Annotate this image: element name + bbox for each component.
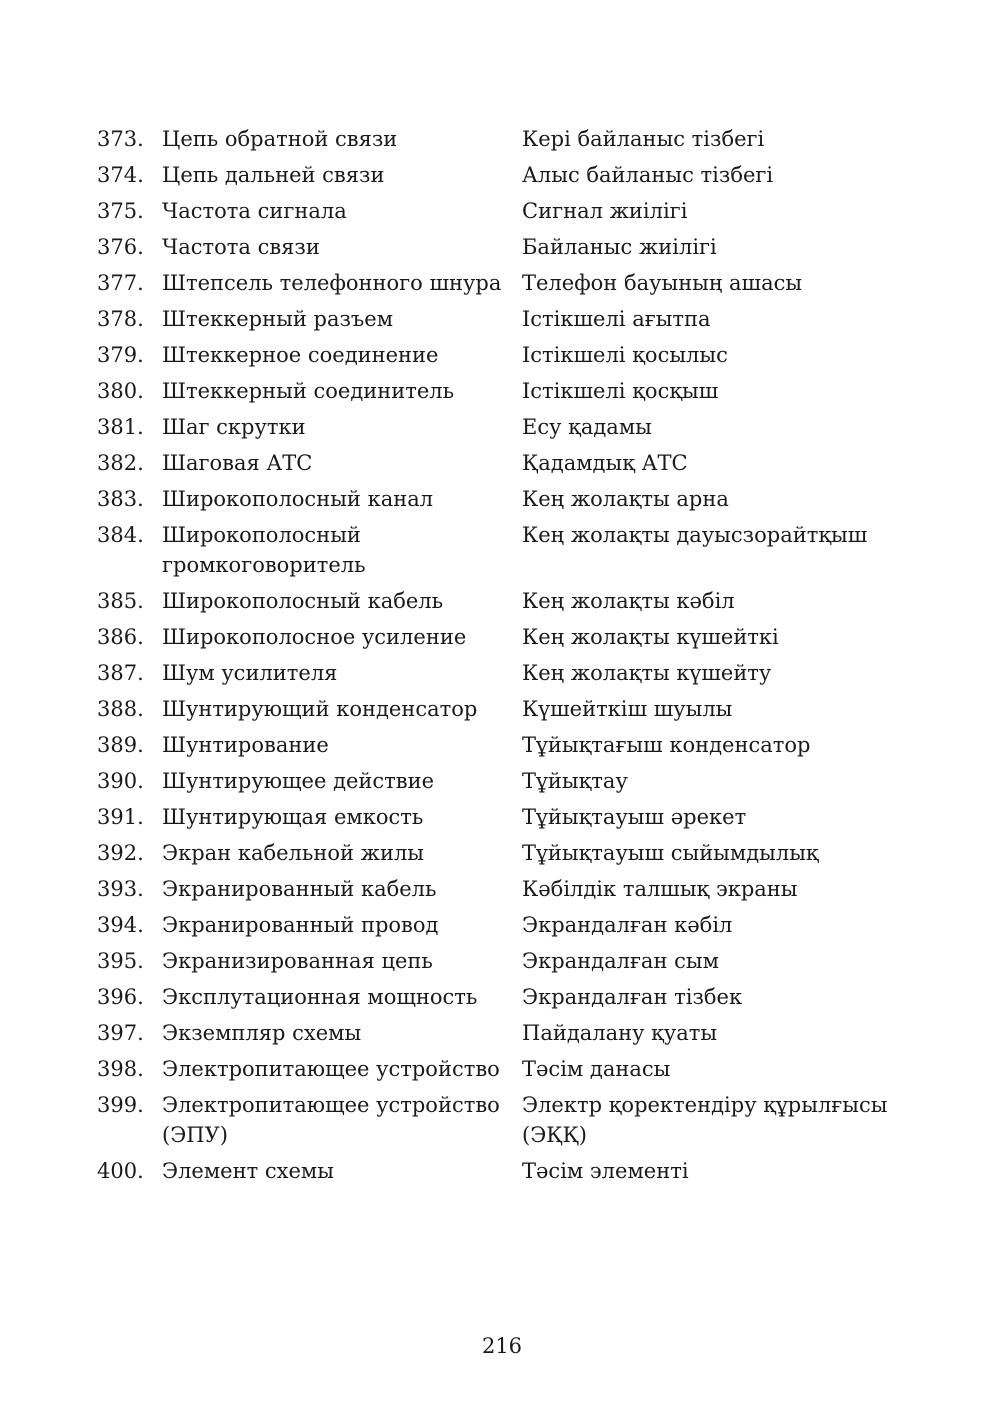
- entry-number: 378.: [97, 307, 144, 331]
- entry-russian-term: Элемент схемы: [162, 1159, 334, 1183]
- entry-kazakh-term: Экрандалған сым: [522, 949, 719, 973]
- entry-russian-term: Шаг скрутки: [162, 415, 306, 439]
- entry-kazakh-term: Кең жолақты күшейту: [522, 661, 772, 685]
- entry-number: 391.: [97, 805, 144, 829]
- entry-number: 379.: [97, 343, 144, 367]
- entry-number: 399.: [97, 1093, 144, 1117]
- entry-number: 396.: [97, 985, 144, 1009]
- glossary-entry: [97, 658, 917, 694]
- glossary-entry: [97, 622, 917, 658]
- entry-russian-term: Штепсель телефонного шнура: [162, 271, 502, 295]
- entry-kazakh-term: Экрандалған кәбіл: [522, 913, 733, 937]
- glossary-entry: [97, 694, 917, 730]
- glossary-entry: [97, 1018, 917, 1054]
- glossary-entry: [97, 982, 917, 1018]
- entry-kazakh-term: Сигнал жиілігі: [522, 199, 688, 223]
- entry-russian-term: Эксплутационная мощность: [162, 985, 478, 1009]
- glossary-entry: [97, 874, 917, 910]
- entry-number: 392.: [97, 841, 144, 865]
- entry-kazakh-term: Қадамдық АТС: [522, 451, 688, 475]
- glossary-entry: [97, 412, 917, 448]
- entry-kazakh-term: Телефон бауының ашасы: [522, 271, 803, 295]
- glossary-entry: [97, 340, 917, 376]
- entry-number: 398.: [97, 1057, 144, 1081]
- glossary-entry: [97, 766, 917, 802]
- entry-kazakh-term: Есу қадамы: [522, 415, 652, 439]
- entry-kazakh-term: Тұйықтағыш конденсатор: [522, 733, 811, 757]
- entry-number: 386.: [97, 625, 144, 649]
- entry-kazakh-term: Тұйықтауыш сыйымдылық: [522, 841, 819, 865]
- entry-russian-term: Широкополосный кабель: [162, 589, 444, 613]
- entry-russian-term: Шунтирование: [162, 733, 329, 757]
- entry-kazakh-term: Кәбілдік талшық экраны: [522, 877, 798, 901]
- page-number: 216: [481, 1334, 523, 1358]
- entry-kazakh-term: Істікшелі ағытпа: [522, 307, 711, 331]
- glossary-entry: [97, 730, 917, 766]
- entry-number: 395.: [97, 949, 144, 973]
- glossary-entry: [97, 946, 917, 982]
- glossary-entry: [97, 910, 917, 946]
- entry-number: 380.: [97, 379, 144, 403]
- entry-russian-term: Широкополосный канал: [162, 487, 434, 511]
- entry-number: 377.: [97, 271, 144, 295]
- entry-kazakh-term: Кері байланыс тізбегі: [522, 127, 765, 151]
- entry-russian-term: Шунтирующее действие: [162, 769, 435, 793]
- entry-number: 400.: [97, 1159, 144, 1183]
- glossary-entry: [97, 1156, 917, 1192]
- entry-russian-term: Экранизированная цепь: [162, 949, 433, 973]
- entry-number: 375.: [97, 199, 144, 223]
- entry-kazakh-term: Тұйықтау: [522, 769, 628, 793]
- entry-kazakh-term: Күшейткіш шуылы: [522, 697, 733, 721]
- entry-russian-term: Электропитающее устройство: [162, 1057, 500, 1081]
- entry-russian-term: Шум усилителя: [162, 661, 338, 685]
- entry-russian-term: Экранированный кабель: [162, 877, 437, 901]
- glossary-entry: [97, 232, 917, 268]
- entry-kazakh-term: Істікшелі қосқыш: [522, 379, 719, 403]
- entry-russian-term: Шунтирующая емкость: [162, 805, 424, 829]
- entry-russian-term: Экран кабельной жилы: [162, 841, 424, 865]
- entry-kazakh-term: Тәсім данасы: [522, 1057, 671, 1081]
- glossary-entry: [97, 586, 917, 622]
- entry-number: 389.: [97, 733, 144, 757]
- entry-kazakh-term: Экрандалған тізбек: [522, 985, 743, 1009]
- glossary-list: [97, 124, 917, 1192]
- entry-kazakh-term: Байланыс жиілігі: [522, 235, 717, 259]
- entry-number: 387.: [97, 661, 144, 685]
- entry-russian-term: Штеккерный соединитель: [162, 379, 455, 403]
- entry-russian-term: Цепь обратной связи: [162, 127, 398, 151]
- entry-kazakh-term: Тұйықтауыш әрекет: [522, 805, 747, 829]
- glossary-entry: [97, 1054, 917, 1090]
- entry-number: 381.: [97, 415, 144, 439]
- entry-russian-term: Частота связи: [162, 235, 320, 259]
- entry-number: 383.: [97, 487, 144, 511]
- entry-number: 373.: [97, 127, 144, 151]
- entry-kazakh-term: Кең жолақты күшейткі: [522, 625, 779, 649]
- entry-number: 376.: [97, 235, 144, 259]
- glossary-entry: [97, 520, 917, 586]
- entry-number: 385.: [97, 589, 144, 613]
- entry-russian-term: Экземпляр схемы: [162, 1021, 362, 1045]
- entry-number: 390.: [97, 769, 144, 793]
- entry-kazakh-term: Пайдалану қуаты: [522, 1021, 718, 1045]
- entry-kazakh-term: Тәсім элементі: [522, 1159, 689, 1183]
- entry-kazakh-term: Алыс байланыс тізбегі: [522, 163, 774, 187]
- entry-russian-term: Цепь дальней связи: [162, 163, 385, 187]
- entry-russian-term: Шаговая АТС: [162, 451, 313, 475]
- glossary-entry: [97, 484, 917, 520]
- entry-number: 388.: [97, 697, 144, 721]
- glossary-entry: [97, 802, 917, 838]
- entry-russian-term: Штеккерный разъем: [162, 307, 394, 331]
- glossary-entry: [97, 376, 917, 412]
- entry-kazakh-term: Кең жолақты кәбіл: [522, 589, 735, 613]
- entry-number: 394.: [97, 913, 144, 937]
- entry-russian-term: Частота сигнала: [162, 199, 347, 223]
- glossary-entry: [97, 124, 917, 160]
- glossary-entry: [97, 160, 917, 196]
- entry-kazakh-term: Істікшелі қосылыс: [522, 343, 728, 367]
- entry-number: 382.: [97, 451, 144, 475]
- glossary-entry: [97, 304, 917, 340]
- entry-kazakh-term: Кең жолақты дауысзорайтқыш: [522, 523, 868, 547]
- entry-number: 397.: [97, 1021, 144, 1045]
- glossary-entry: [97, 1090, 917, 1156]
- entry-number: 393.: [97, 877, 144, 901]
- entry-russian-term: Штеккерное соединение: [162, 343, 439, 367]
- entry-number: 374.: [97, 163, 144, 187]
- entry-kazakh-term: Электр қоректендіру құрылғысы (ЭҚҚ): [522, 1093, 888, 1147]
- glossary-entry: [97, 838, 917, 874]
- entry-russian-term: Шунтирующий конденсатор: [162, 697, 478, 721]
- entry-russian-term: Широкополосный громкоговоритель: [162, 523, 366, 577]
- glossary-entry: [97, 196, 917, 232]
- glossary-entry: [97, 448, 917, 484]
- entry-russian-term: Электропитающее устройство (ЭПУ): [162, 1093, 500, 1147]
- entry-russian-term: Широкополосное усиление: [162, 625, 467, 649]
- entry-russian-term: Экранированный провод: [162, 913, 439, 937]
- glossary-entry: [97, 268, 917, 304]
- entry-number: 384.: [97, 523, 144, 547]
- entry-kazakh-term: Кең жолақты арна: [522, 487, 729, 511]
